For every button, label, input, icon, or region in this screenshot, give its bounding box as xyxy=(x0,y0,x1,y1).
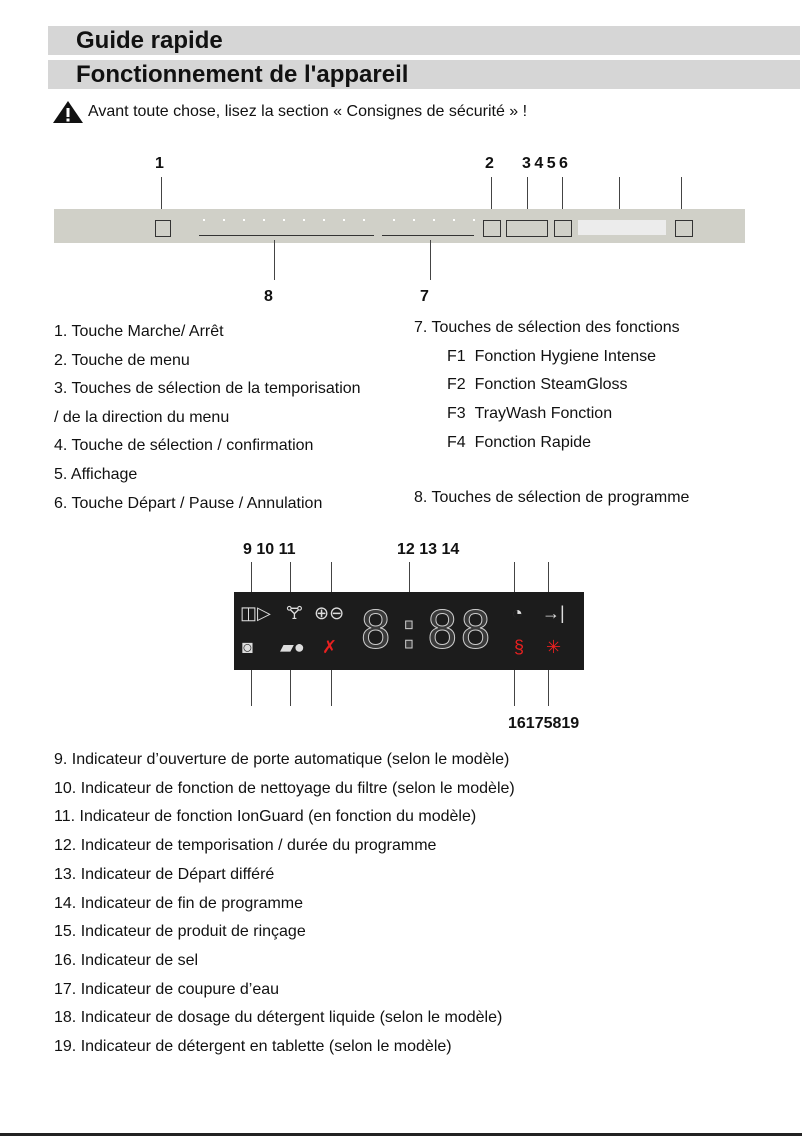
menu-button[interactable] xyxy=(483,220,501,237)
legend-item: 16. Indicateur de sel xyxy=(54,951,199,969)
title-bar: Guide rapide xyxy=(48,26,800,55)
legend-item: 2. Touche de menu xyxy=(54,351,190,369)
right-legend xyxy=(414,314,689,512)
label-3456: 3 4 5 6 xyxy=(522,155,568,172)
warning-icon xyxy=(52,100,84,124)
confirm-button[interactable] xyxy=(554,220,572,237)
function-buttons[interactable] xyxy=(382,235,474,236)
legend-item: 9. Indicateur d’ouverture de porte automatique (selon le modèle) xyxy=(54,751,510,768)
safety-warning xyxy=(52,100,527,124)
label-7: 7 xyxy=(420,288,429,305)
legend-item: 18. Indicateur de dosage du détergent liquide (selon le modèle) xyxy=(54,1009,503,1027)
function-code: F1 xyxy=(447,347,466,365)
label-1: 1 xyxy=(155,155,164,172)
label-12-13-14: 12 13 14 xyxy=(397,541,460,558)
water-cut-icon: ✗ xyxy=(322,637,338,657)
label-9-10-11: 9 10 11 xyxy=(243,541,296,558)
display-panel xyxy=(234,592,584,670)
function-label: Fonction Rapide xyxy=(474,433,592,451)
legend-item: 8. Touches de sélection de programme xyxy=(414,488,690,506)
function-code: F2 xyxy=(447,376,466,394)
salt-icon: § xyxy=(514,637,525,657)
legend-item: 5. Affichage xyxy=(54,465,138,483)
legend-item: 17. Indicateur de coupure d’eau xyxy=(54,980,280,998)
subtitle-bar: Fonctionnement de l'appareil xyxy=(48,60,800,89)
legend-item: 10. Indicateur de fonction de nettoyage du filtre (selon le modèle) xyxy=(54,779,515,797)
function-label: TrayWash Fonction xyxy=(474,405,613,423)
rinse-aid-icon: ✳ xyxy=(546,637,562,657)
control-panel xyxy=(54,209,745,243)
legend-item: 12. Indicateur de temporisation / durée du programme xyxy=(54,837,437,855)
end-program-icon: →| xyxy=(542,603,565,623)
warning-text: Avant toute chose, lisez la section « Consignes de sécurité » ! xyxy=(88,103,528,120)
legend-item: 19. Indicateur de détergent en tablette (selon le modèle) xyxy=(54,1038,452,1056)
time-display: 8:88 xyxy=(360,601,494,661)
start-pause-button[interactable] xyxy=(675,220,693,237)
auto-door-icon: ◫▷ xyxy=(240,603,271,623)
legend-item: 13. Indicateur de Départ différé xyxy=(54,865,275,883)
display-window xyxy=(578,220,666,235)
program-buttons[interactable] xyxy=(199,235,374,236)
left-legend xyxy=(54,318,361,518)
legend-item: 14. Indicateur de fin de programme xyxy=(54,894,304,912)
legend-item: 1. Touche Marche/ Arrêt xyxy=(54,323,224,340)
legend-item: 4. Touche de sélection / confirmation xyxy=(54,437,314,455)
delay-start-icon: ◔ xyxy=(512,603,523,623)
function-code: F4 xyxy=(447,433,466,451)
filter-clean-icon: 🝖 xyxy=(286,603,303,623)
label-15-19: 16175819 xyxy=(508,715,580,732)
liquid-detergent-icon: ▰● xyxy=(280,637,305,657)
label-2: 2 xyxy=(485,155,494,172)
timer-buttons[interactable] xyxy=(506,220,548,237)
ionguard-icon: ⊕⊖ xyxy=(314,603,345,623)
legend-item: / de la direction du menu xyxy=(54,409,230,427)
legend-item: 7. Touches de sélection des fonctions xyxy=(414,319,680,336)
indicator-legend xyxy=(54,746,515,1062)
legend-item: 3. Touches de sélection de la temporisation xyxy=(54,380,361,398)
function-code: F3 xyxy=(447,405,466,423)
function-label: Fonction SteamGloss xyxy=(474,376,628,394)
legend-item: 15. Indicateur de produit de rinçage xyxy=(54,923,306,941)
label-8: 8 xyxy=(264,288,273,305)
legend-item: 11. Indicateur de fonction IonGuard (en fonction du modèle) xyxy=(54,808,477,826)
legend-item: 6. Touche Départ / Pause / Annulation xyxy=(54,494,323,512)
tablet-icon: ◙ xyxy=(242,637,253,657)
function-label: Fonction Hygiene Intense xyxy=(474,347,657,365)
power-button[interactable] xyxy=(155,220,171,237)
